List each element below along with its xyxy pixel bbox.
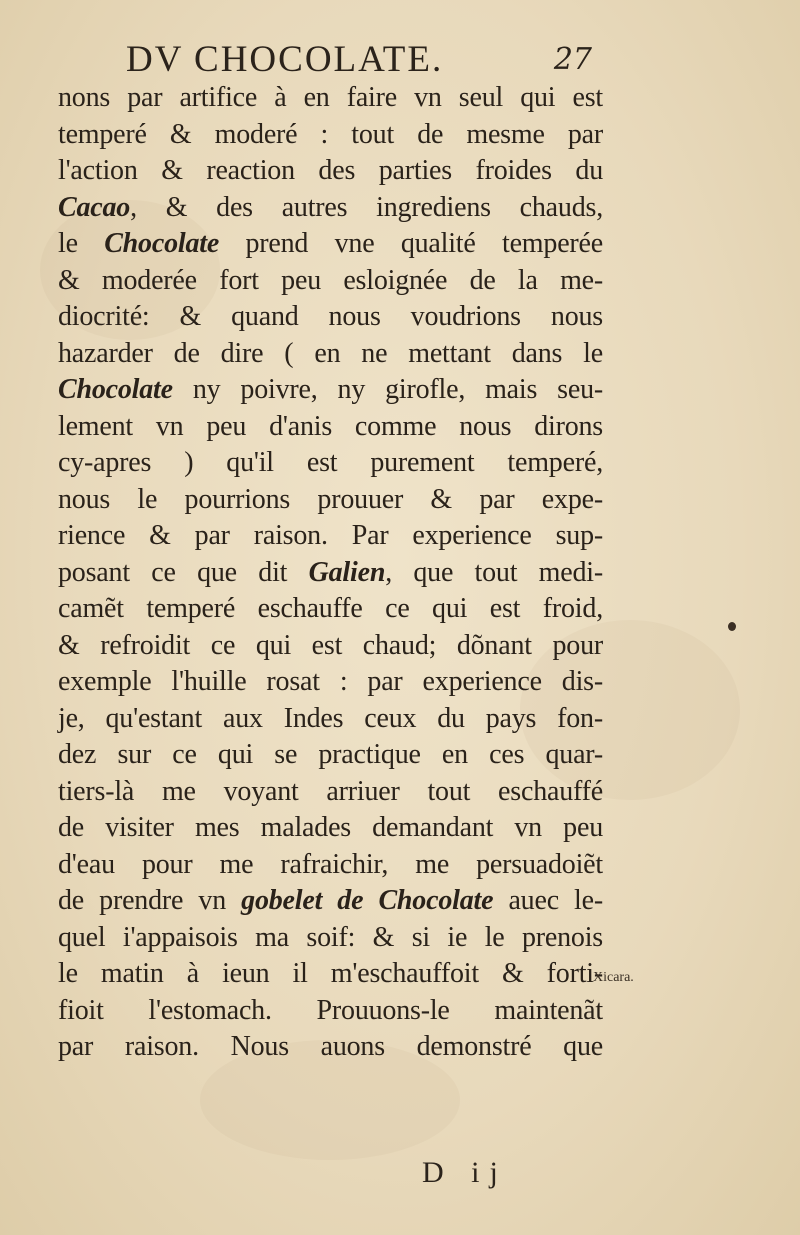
line-text: d'eau pour me rafraichir, me persuadoiẽt [58,848,603,880]
text-line [58,956,603,993]
line-text: fioit l'estomach. Prouuons-le maintenãt [58,994,603,1026]
text-line [58,664,603,701]
text-line [58,372,603,409]
line-text: prend vne qualité temperée [219,228,603,259]
text-line [58,810,603,847]
italic-term: Chocolate [104,228,220,259]
italic-term: gobelet de Chocolate [241,885,494,916]
ink-speck [728,622,736,631]
italic-term: Cacao [58,191,131,223]
text-line [58,591,603,628]
page-number: 27 [553,42,592,77]
signature-mark: D ij [422,1156,508,1189]
line-text: , que tout medi- [385,556,603,588]
text-line [58,153,603,190]
line-text: de prendre vn [58,885,242,916]
body-text [58,80,603,1066]
text-line [58,920,603,957]
line-text: hazarder de dire ( en ne mettant dans le [58,337,603,369]
line-text: quel i'appaisois ma soif: & si ie le prenois [58,921,603,953]
margin-note: Xicara. [593,970,634,985]
running-title: DV CHOCOLATE. [126,39,444,80]
line-text: auec le- [493,885,603,916]
text-line [58,883,603,920]
text-line [58,409,603,446]
text-line [58,1029,603,1066]
line-text: camẽt temperé eschauffe ce qui est froid, [58,593,603,624]
line-text: posant ce que dit [58,556,309,588]
text-line [58,993,603,1030]
line-text: exemple l'huille rosat : par experience dis- [58,666,603,697]
line-text: & moderée fort peu esloignée de la me- [58,264,603,296]
text-line [58,518,603,555]
line-text: nous le pourrions prouuer & par expe- [58,483,603,515]
text-line [58,80,603,117]
line-text: je, qu'estant aux Indes ceux du pays fon- [58,702,603,734]
line-text: rience & par raison. Par experience sup- [58,520,603,551]
text-line [58,482,603,519]
italic-term: Galien [308,556,386,588]
text-line [58,628,603,665]
line-text: dez sur ce qui se practique en ces quar- [58,739,603,770]
line-text: nons par artifice à en faire vn seul qui est [58,82,603,113]
text-line [58,226,603,263]
line-text: le matin à ieun il m'eschauffoit & forti- [58,958,603,989]
line-text: l'action & reaction des parties froides du [58,155,603,186]
text-line [58,336,603,373]
text-line [58,117,603,154]
text-line [58,847,603,884]
line-text: temperé & moderé : tout de mesme par [58,118,603,150]
line-text: tiers-là me voyant arriuer tout eschauffé [58,775,603,807]
text-line [58,263,603,300]
text-line [58,737,603,774]
text-line [58,190,603,227]
italic-term: Chocolate [58,374,173,405]
line-text: le [58,228,105,259]
text-line [58,701,603,738]
text-line [58,774,603,811]
line-text: & refroidit ce qui est chaud; dõnant pour [58,629,603,661]
text-line [58,555,603,592]
text-line [58,299,603,336]
line-text: de visiter mes malades demandant vn peu [58,812,603,843]
line-text: cy-apres ) qu'il est purement temperé, [58,447,603,478]
line-text: lement vn peu d'anis comme nous dirons [58,410,603,442]
line-text: diocrité: & quand nous voudrions nous [58,301,603,332]
line-text: par raison. Nous auons demonstré que [58,1031,603,1062]
line-text: ny poivre, ny girofle, mais seu- [172,374,603,405]
text-line [58,445,603,482]
line-text: , & des autres ingrediens chauds, [130,191,603,223]
